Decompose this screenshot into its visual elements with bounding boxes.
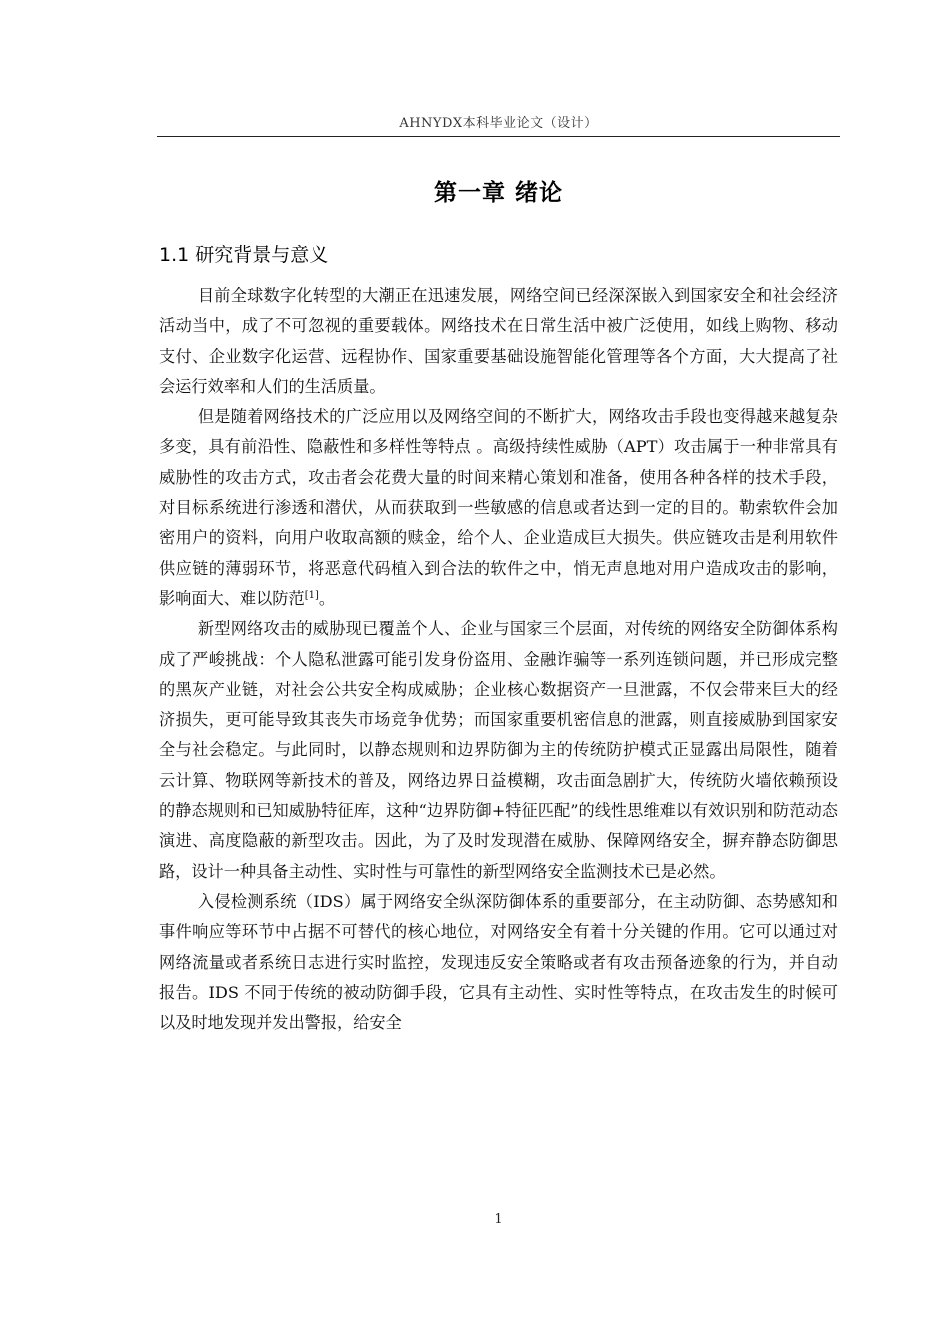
page-number: 1 (494, 1212, 503, 1227)
paragraph-1: 目前全球数字化转型的大潮正在迅速发展，网络空间已经深深嵌入到国家安全和社会经济活动当中，成了不可忽视的重要载体。网络技术在日常生活中被广泛使用，如线上购物、移动支付、企业数字化运营、远程协作、国家重要基础设施智能化管理等各个方面，大大提高了社会运行效率和人们的生活质量。 (159, 286, 838, 396)
section-heading: 1.1 研究背景与意义 (159, 244, 329, 266)
running-header: AHNYDX本科毕业论文（设计） (399, 116, 598, 131)
paragraph-3: 新型网络攻击的威胁现已覆盖个人、企业与国家三个层面，对传统的网络安全防御体系构成了严峻挑战：个人隐私泄露可能引发身份盗用、金融诈骗等一系列连锁问题，并已形成完整的黑灰产业链，对社会公共安全构成威胁；企业核心数据资产一旦泄露，不仅会带来巨大的经济损失，更可能导致其丧失市场竞争优势；而国家重要机密信息的泄露，则直接威胁到国家安全与社会稳定。与此同时，以静态规则和边界防御为主的传统防护模式正显露出局限性，随着云计算、物联网等新技术的普及，网络边界日益模糊，攻击面急剧扩大，传统防火墙依赖预设的静态规则和已知威胁特征库，这种“边界防御+特征匹配”的线性思维难以有效识别和防范动态演进、高度隐蔽的新型攻击。因此，为了及时发现潜在威胁、保障网络安全，摒弃静态防御思路，设计一种具备主动性、实时性与可靠性的新型网络安全监测技术已是必然。 (159, 619, 838, 881)
header-rule (157, 136, 840, 137)
paragraph-2-text: 但是随着网络技术的广泛应用以及网络空间的不断扩大，网络攻击手段也变得越来越复杂多变，具有前沿性、隐蔽性和多样性等特点 。高级持续性威胁（APT）攻击属于一种非常具有威胁性的攻击方式，攻击者会花费大量的时间来精心策划和准备，使用各种各样的技术手段，对目标系统进行渗透和潜伏，从而获取到一些敏感的信息或者达到一定的目的。勒索软件会加密用户的资料，向用户收取高额的赎金，给个人、企业造成巨大损失。供应链攻击是利用软件供应链的薄弱环节，将恶意代码植入到合法的软件之中，悄无声息地对用户造成攻击的影响，影响面大、难以防范 (159, 407, 838, 608)
paragraph-2-tail: 。 (318, 588, 336, 608)
body-text (159, 281, 838, 1038)
chapter-title: 第一章 绪论 (433, 180, 563, 206)
paragraph-2 (159, 402, 838, 614)
citation-reference[interactable]: [1] (304, 589, 319, 601)
paragraph-4: 入侵检测系统（IDS）属于网络安全纵深防御体系的重要部分，在主动防御、态势感知和事件响应等环节中占据不可替代的核心地位，对网络安全有着十分关键的作用。它可以通过对网络流量或者系统日志进行实时监控，发现违反安全策略或者有攻击预备迹象的行为，并自动报告。IDS 不同于传统的被动防御手段，它具有主动性、实时性等特点，在攻击发生的时候可以及时地发现并发出警报，给安全 (159, 891, 838, 1033)
